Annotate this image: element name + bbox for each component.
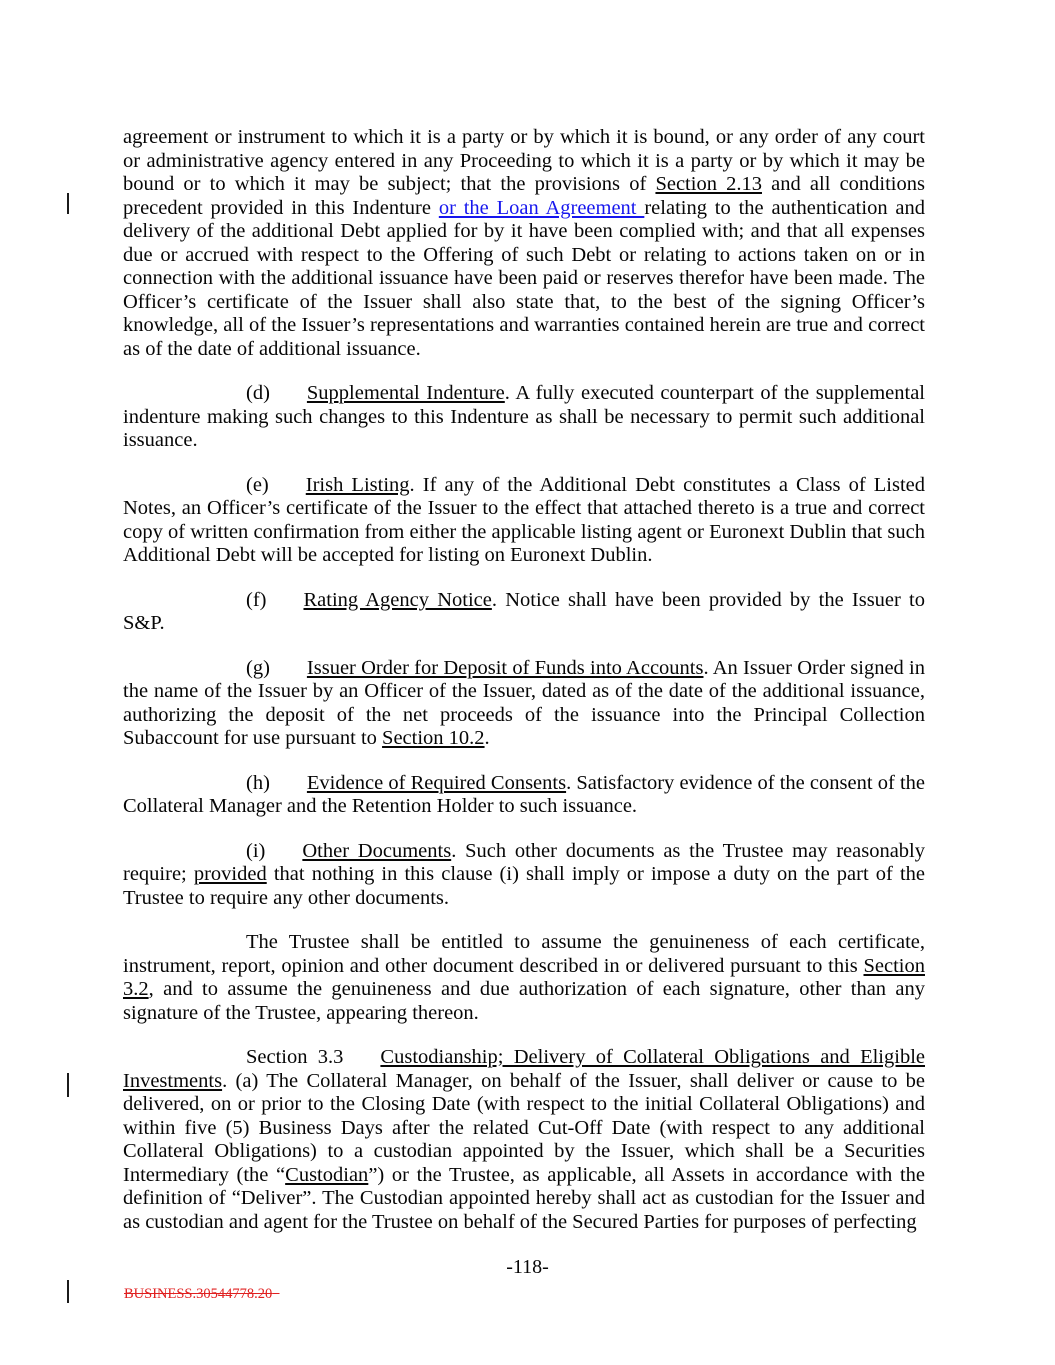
clause-heading: Issuer Order for Deposit of Funds into Accounts xyxy=(306,656,704,679)
clause-d-paragraph xyxy=(123,382,925,453)
paragraph-conditions-precedent xyxy=(123,126,925,361)
body-text: . (a) The Collateral Manager, on behalf of the Issuer, shall deliver or cause to be delivered, on or prior to the Closing Date (with respect to the initial Collateral Obligations) and within five (5) Business Days after the related Cut-Off Date (with respect to any additional Collateral Obligations) to a custodian appointed by the Issuer, which shall be a Securities Intermediary (the “ xyxy=(123,1069,925,1186)
body-text: . A fully executed counterpart of the supplemental indenture making such changes to this Indenture as shall be necessary to permit such additional issuance. xyxy=(123,382,926,451)
clause-heading: Evidence of Required Consents xyxy=(306,771,567,794)
body-text: . If any of the Additional Debt constitutes a Class of Listed Notes, an Officer’s certificate of the Issuer to the effect that attached thereto is a true and correct copy of written confirmation from either the applicable listing agent or Euronext Dublin that such Additional Debt will be accepted for listing on Euronext Dublin. xyxy=(123,473,925,566)
body-text: and all conditions precedent provided in this Indenture xyxy=(123,173,925,219)
change-bar xyxy=(67,1073,69,1097)
clause-heading: Supplemental Indenture xyxy=(306,382,505,404)
clause-heading: Rating Agency Notice xyxy=(303,588,492,611)
body-text: . xyxy=(484,727,490,749)
proviso-text: provided xyxy=(193,863,267,885)
body-text: ”) or the Trustee, as applicable, all Assets in accordance with the definition of “Deliver”. The Custodian appointed hereby shall act as custodian for the Issuer and as custodian and agent for the Trustee on behalf of the Secured Parties for purposes of perfecting xyxy=(123,1163,925,1233)
body-text: The Trustee shall be entitled to assume the genuineness of each certificate, instrument, report, opinion and other document described in or delivered pursuant to this xyxy=(123,931,925,977)
section-heading: Custodianship; Delivery of Collateral Obligations and Eligible Investments xyxy=(123,1046,925,1092)
clause-e-paragraph xyxy=(123,474,925,568)
trustee-assumption-paragraph xyxy=(123,931,925,1025)
body-text: . An Issuer Order signed in the name of the Issuer by an Officer of the Issuer, dated as of the date of the additional issuance, authorizing the deposit of the net proceeds of the issuance into the Principal Collection Subaccount for use pursuant to xyxy=(123,656,926,749)
document-id-deleted: BUSINESS.30544778.20 xyxy=(124,1286,273,1302)
clause-i-paragraph xyxy=(123,840,925,911)
body-text: . Such other documents as the Trustee may reasonably require; xyxy=(123,839,926,885)
change-bar xyxy=(67,1280,69,1303)
clause-label: (d) xyxy=(246,382,270,404)
clause-heading: Other Documents xyxy=(302,839,452,862)
section-3-2-reference: Section 3.2 xyxy=(123,954,925,1000)
clause-h-paragraph xyxy=(123,772,925,819)
change-bar xyxy=(67,193,69,214)
clause-f-paragraph xyxy=(123,589,925,636)
clause-label: (i) xyxy=(246,839,266,862)
clause-heading: Irish Listing xyxy=(305,473,410,496)
page-number: -118- xyxy=(506,1256,549,1278)
document-body xyxy=(123,126,925,1234)
section-10-2-reference: Section 10.2 xyxy=(382,727,485,749)
section-number: Section 3.3 xyxy=(246,1046,344,1068)
defined-term-custodian: Custodian xyxy=(285,1163,369,1186)
body-text: , and to assume the genuineness and due authorization of each signature, other than any signature of the Trustee, appearing thereon. xyxy=(123,978,925,1024)
body-text: . Notice shall have been provided by the Issuer to S&P. xyxy=(123,588,926,634)
body-text: that nothing in this clause (i) shall imply or impose a duty on the part of the Trustee to require any other documents. xyxy=(123,863,925,909)
clause-label: (g) xyxy=(246,656,270,679)
body-text: . Satisfactory evidence of the consent of the Collateral Manager and the Retention Holder to such issuance. xyxy=(123,771,925,817)
clause-g-paragraph xyxy=(123,657,925,751)
body-text: relating to the authentication and delivery of the additional Debt applied for by it have been complied with; and that all expenses due or accrued with respect to the Offering of such Debt or relating to actions taken on or in connection with the additional issuance have been paid or reserves therefor have been made. The Officer’s certificate of the Issuer shall also state that, to the best of the signing Officer’s knowledge, all of the Issuer’s representations and warranties contained herein are true and correct as of the date of additional issuance. xyxy=(123,196,925,360)
body-text: agreement or instrument to which it is a party or by which it is bound, or any order of any court or administrative agency entered in any Proceeding to which it is a party or by which it may be bound or to which it may be subject; that the provisions of xyxy=(123,126,925,195)
clause-label: (f) xyxy=(246,588,267,611)
clause-label: (h) xyxy=(246,771,270,794)
section-3-3-paragraph xyxy=(123,1046,925,1234)
clause-label: (e) xyxy=(246,473,269,496)
inserted-text-loan-agreement: or the Loan Agreement xyxy=(438,196,645,219)
section-2-13-reference: Section 2.13 xyxy=(655,173,762,195)
